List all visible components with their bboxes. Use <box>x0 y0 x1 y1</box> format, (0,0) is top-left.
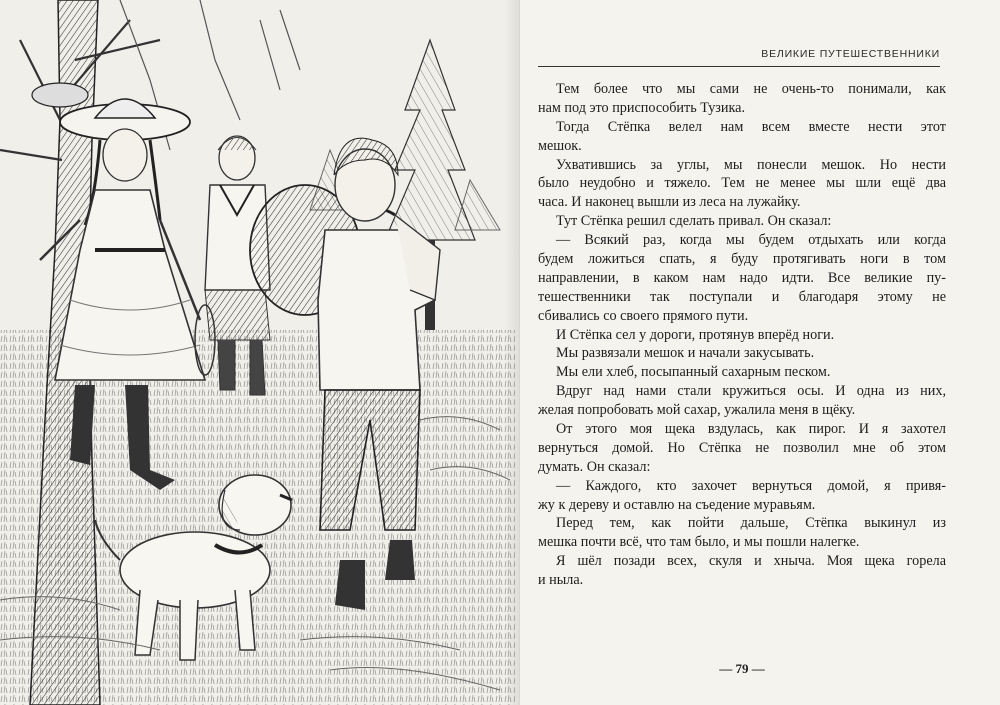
text-line: И Стёпка сел у дороги, протянув вперёд ноги. <box>556 326 835 343</box>
text-line: направлении, в каком нам надо идти. Все великие пу- <box>538 269 946 286</box>
text-line: мешка почти всё, что там было, и мы пошли налегке. <box>538 534 860 551</box>
text-line: Мы ели хлеб, посыпанный сахарным песком. <box>556 364 831 381</box>
text-line: часа. И наконец вышли из леса на лужайку. <box>538 194 801 211</box>
text-line: было неудобно и тяжело. Тем не менее мы шли ещё два <box>538 175 946 192</box>
text-line: нам под это приспособить Тузика. <box>538 99 746 116</box>
text-line: сбивались со своего прямого пути. <box>538 307 749 324</box>
text-line: Мы развязали мешок и начали закусывать. <box>556 345 815 362</box>
text-line: и ныла. <box>538 572 584 589</box>
text-line: думать. Он сказал: <box>538 458 651 475</box>
text-line: — Всякий раз, когда мы будем отдыхать или когда <box>556 232 946 249</box>
text-line: — Каждого, кто захочет вернуться домой, я привя- <box>556 477 946 494</box>
text-line: Вдруг над нами стали кружиться осы. И одна из них, <box>556 383 946 400</box>
text-line: Тут Стёпка решил сделать привал. Он сказал: <box>556 213 832 230</box>
text-line: желая попробовать мой сахар, ужалила меня в щёку. <box>538 402 856 419</box>
text-line: Тогда Стёпка велел нам всем вместе нести этот <box>556 118 946 135</box>
text-line: мешок. <box>538 137 582 154</box>
text-line: От этого моя щека вздулась, как пирог. И я захотел <box>556 421 946 438</box>
running-head-rule <box>538 66 940 67</box>
running-head: ВЕЛИКИЕ ПУТЕШЕСТВЕННИКИ <box>761 48 940 60</box>
text-line: Перед тем, как пойти дальше, Стёпка выкинул из <box>556 515 946 532</box>
text-line: тешественники так поступали и благодаря этому не <box>538 288 946 305</box>
page-number: — 79 — <box>719 661 765 676</box>
text-line: будем ложиться спать, я буду протягивать ноги в том <box>538 251 946 268</box>
text-line: Ухватившись за углы, мы понесли мешок. Но нести <box>556 156 946 173</box>
text-line: Я шёл позади всех, скуля и хныча. Моя щека горела <box>556 553 946 570</box>
text-line: вернуться домой. Но Стёпка не позволил мне об этом <box>538 439 946 456</box>
body-text <box>538 80 946 590</box>
text-line: Тем более что мы сами не очень-то понимали, как <box>556 81 946 97</box>
text-line: жу к дереву и оставлю на съедение муравьям. <box>538 496 816 513</box>
